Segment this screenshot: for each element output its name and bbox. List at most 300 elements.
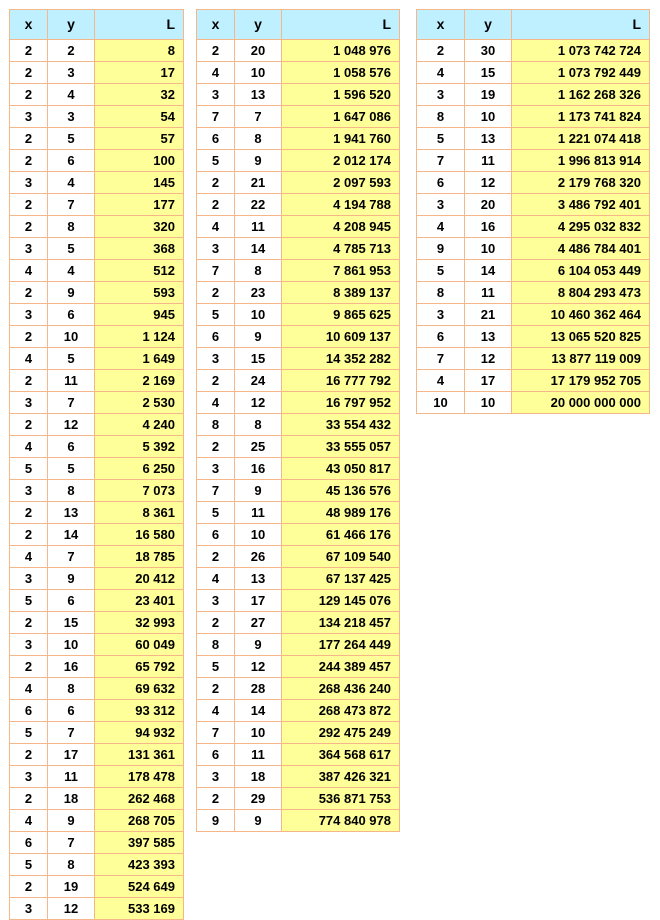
y-cell: 9 <box>235 480 282 502</box>
table-row <box>10 612 184 634</box>
l-cell: 67 109 540 <box>282 546 400 568</box>
table-row <box>417 216 650 238</box>
l-cell: 1 596 520 <box>282 84 400 106</box>
header-row <box>10 10 184 40</box>
y-cell: 5 <box>48 128 95 150</box>
l-cell: 33 555 057 <box>282 436 400 458</box>
table-row <box>10 568 184 590</box>
table-row <box>197 172 400 194</box>
y-cell: 28 <box>235 678 282 700</box>
table-row <box>10 40 184 62</box>
table-row <box>197 414 400 436</box>
l-cell: 1 996 813 914 <box>512 150 650 172</box>
y-cell: 25 <box>235 436 282 458</box>
l-cell: 16 777 792 <box>282 370 400 392</box>
y-cell: 12 <box>48 898 95 920</box>
table-row <box>197 326 400 348</box>
l-cell: 1 173 741 824 <box>512 106 650 128</box>
x-cell: 4 <box>10 260 48 282</box>
x-cell: 9 <box>417 238 465 260</box>
x-cell: 3 <box>10 634 48 656</box>
y-cell: 17 <box>48 744 95 766</box>
x-cell: 2 <box>197 678 235 700</box>
l-cell: 945 <box>95 304 184 326</box>
y-cell: 7 <box>48 546 95 568</box>
table-row <box>197 480 400 502</box>
l-cell: 10 460 362 464 <box>512 304 650 326</box>
table-row <box>10 722 184 744</box>
table-row <box>10 348 184 370</box>
y-cell: 7 <box>48 392 95 414</box>
x-cell: 2 <box>197 612 235 634</box>
x-cell: 4 <box>10 348 48 370</box>
l-cell: 1 647 086 <box>282 106 400 128</box>
y-cell: 14 <box>235 238 282 260</box>
y-cell: 11 <box>48 766 95 788</box>
table-row <box>197 370 400 392</box>
y-cell: 9 <box>235 150 282 172</box>
x-cell: 4 <box>417 62 465 84</box>
x-cell: 2 <box>197 194 235 216</box>
table-row <box>197 744 400 766</box>
l-cell: 2 097 593 <box>282 172 400 194</box>
l-cell: 10 609 137 <box>282 326 400 348</box>
y-cell: 5 <box>48 238 95 260</box>
table-row <box>197 612 400 634</box>
table-row <box>10 480 184 502</box>
l-cell: 1 221 074 418 <box>512 128 650 150</box>
x-cell: 2 <box>10 40 48 62</box>
l-cell: 16 580 <box>95 524 184 546</box>
x-cell: 4 <box>197 700 235 722</box>
table-row <box>417 62 650 84</box>
l-cell: 1 162 268 326 <box>512 84 650 106</box>
l-cell: 20 000 000 000 <box>512 392 650 414</box>
l-cell: 131 361 <box>95 744 184 766</box>
table-row <box>417 348 650 370</box>
l-cell: 6 250 <box>95 458 184 480</box>
table-row <box>10 304 184 326</box>
y-cell: 7 <box>48 722 95 744</box>
l-cell: 54 <box>95 106 184 128</box>
table-row <box>197 216 400 238</box>
y-cell: 13 <box>235 568 282 590</box>
x-cell: 2 <box>197 546 235 568</box>
table-row <box>10 744 184 766</box>
x-cell: 2 <box>10 414 48 436</box>
header-row <box>417 10 650 40</box>
l-cell: 1 058 576 <box>282 62 400 84</box>
x-cell: 2 <box>10 282 48 304</box>
table-row <box>197 106 400 128</box>
x-cell: 2 <box>10 788 48 810</box>
table-row <box>417 84 650 106</box>
l-cell: 33 554 432 <box>282 414 400 436</box>
table-row <box>197 458 400 480</box>
y-cell: 6 <box>48 304 95 326</box>
x-cell: 5 <box>197 304 235 326</box>
y-cell: 16 <box>48 656 95 678</box>
y-cell: 11 <box>235 216 282 238</box>
table-row <box>10 392 184 414</box>
l-cell: 4 208 945 <box>282 216 400 238</box>
x-cell: 2 <box>10 744 48 766</box>
x-cell: 4 <box>197 216 235 238</box>
table-row <box>10 172 184 194</box>
table-row <box>197 84 400 106</box>
table-row <box>10 524 184 546</box>
y-cell: 16 <box>465 216 512 238</box>
l-cell: 4 785 713 <box>282 238 400 260</box>
x-cell: 8 <box>197 634 235 656</box>
l-cell: 4 194 788 <box>282 194 400 216</box>
table-row <box>10 150 184 172</box>
table-row <box>417 370 650 392</box>
y-cell: 13 <box>465 326 512 348</box>
table-row <box>10 282 184 304</box>
l-cell: 8 389 137 <box>282 282 400 304</box>
y-cell: 9 <box>48 810 95 832</box>
x-cell: 2 <box>10 326 48 348</box>
x-cell: 2 <box>10 128 48 150</box>
table-row <box>10 216 184 238</box>
l-cell: 1 124 <box>95 326 184 348</box>
table-row <box>197 568 400 590</box>
y-cell: 5 <box>48 458 95 480</box>
table-row <box>197 634 400 656</box>
table-row <box>417 326 650 348</box>
y-cell: 4 <box>48 260 95 282</box>
x-cell: 2 <box>10 370 48 392</box>
l-cell: 67 137 425 <box>282 568 400 590</box>
y-cell: 10 <box>48 326 95 348</box>
table-row <box>417 128 650 150</box>
table-row <box>417 260 650 282</box>
x-cell: 7 <box>417 150 465 172</box>
y-cell: 18 <box>235 766 282 788</box>
l-cell: 6 104 053 449 <box>512 260 650 282</box>
y-cell: 6 <box>48 700 95 722</box>
table-row <box>197 150 400 172</box>
l-column-header: L <box>95 10 184 40</box>
x-cell: 7 <box>417 348 465 370</box>
y-cell: 8 <box>48 854 95 876</box>
y-cell: 12 <box>235 392 282 414</box>
table-row <box>10 128 184 150</box>
x-cell: 7 <box>197 260 235 282</box>
x-cell: 6 <box>417 326 465 348</box>
table-row <box>417 172 650 194</box>
x-cell: 2 <box>10 194 48 216</box>
table-row <box>10 238 184 260</box>
y-cell: 6 <box>48 150 95 172</box>
x-cell: 2 <box>197 40 235 62</box>
y-cell: 7 <box>48 832 95 854</box>
y-cell: 9 <box>235 634 282 656</box>
x-cell: 2 <box>197 370 235 392</box>
y-cell: 9 <box>235 326 282 348</box>
table-row <box>10 370 184 392</box>
x-cell: 5 <box>197 656 235 678</box>
y-cell: 7 <box>235 106 282 128</box>
l-cell: 423 393 <box>95 854 184 876</box>
table-row <box>10 458 184 480</box>
table-row <box>10 436 184 458</box>
y-cell: 4 <box>48 172 95 194</box>
y-cell: 3 <box>48 106 95 128</box>
y-cell: 20 <box>465 194 512 216</box>
x-cell: 4 <box>417 216 465 238</box>
l-cell: 8 804 293 473 <box>512 282 650 304</box>
y-cell: 10 <box>235 304 282 326</box>
table-row <box>197 656 400 678</box>
x-cell: 4 <box>10 436 48 458</box>
l-cell: 65 792 <box>95 656 184 678</box>
table-row <box>197 128 400 150</box>
x-cell: 2 <box>10 62 48 84</box>
x-cell: 3 <box>10 238 48 260</box>
l-column-header: L <box>282 10 400 40</box>
y-cell: 10 <box>465 106 512 128</box>
l-cell: 244 389 457 <box>282 656 400 678</box>
l-cell: 8 <box>95 40 184 62</box>
table-row <box>197 788 400 810</box>
table-row <box>10 260 184 282</box>
table-row <box>417 194 650 216</box>
x-cell: 2 <box>197 436 235 458</box>
y-cell: 10 <box>235 524 282 546</box>
x-cell: 2 <box>10 524 48 546</box>
x-cell: 5 <box>10 854 48 876</box>
x-cell: 3 <box>10 106 48 128</box>
l-cell: 320 <box>95 216 184 238</box>
l-cell: 2 530 <box>95 392 184 414</box>
table-row <box>417 282 650 304</box>
y-cell: 10 <box>235 722 282 744</box>
y-cell: 9 <box>48 282 95 304</box>
y-cell: 12 <box>465 348 512 370</box>
x-cell: 8 <box>197 414 235 436</box>
table-row <box>10 590 184 612</box>
x-column-header: x <box>417 10 465 40</box>
y-cell: 26 <box>235 546 282 568</box>
l-cell: 178 478 <box>95 766 184 788</box>
l-cell: 512 <box>95 260 184 282</box>
table-row <box>197 700 400 722</box>
y-cell: 3 <box>48 62 95 84</box>
x-cell: 6 <box>197 744 235 766</box>
y-cell: 30 <box>465 40 512 62</box>
table-row <box>10 414 184 436</box>
l-cell: 177 <box>95 194 184 216</box>
l-cell: 57 <box>95 128 184 150</box>
y-cell: 20 <box>235 40 282 62</box>
l-cell: 7 861 953 <box>282 260 400 282</box>
table-row <box>10 788 184 810</box>
l-cell: 524 649 <box>95 876 184 898</box>
table-row <box>197 282 400 304</box>
table-row <box>10 810 184 832</box>
x-cell: 3 <box>417 304 465 326</box>
l-cell: 134 218 457 <box>282 612 400 634</box>
table-row <box>10 84 184 106</box>
table-row <box>197 40 400 62</box>
x-column-header: x <box>10 10 48 40</box>
y-cell: 19 <box>48 876 95 898</box>
y-cell: 15 <box>235 348 282 370</box>
table-row <box>197 766 400 788</box>
y-cell: 10 <box>465 238 512 260</box>
x-cell: 2 <box>197 788 235 810</box>
l-cell: 9 865 625 <box>282 304 400 326</box>
x-cell: 3 <box>197 766 235 788</box>
y-cell: 10 <box>48 634 95 656</box>
table-row <box>197 392 400 414</box>
table-row <box>417 106 650 128</box>
x-cell: 3 <box>10 568 48 590</box>
y-cell: 4 <box>48 84 95 106</box>
l-cell: 17 179 952 705 <box>512 370 650 392</box>
l-column-header: L <box>512 10 650 40</box>
y-cell: 10 <box>235 62 282 84</box>
y-cell: 27 <box>235 612 282 634</box>
y-cell: 15 <box>48 612 95 634</box>
l-cell: 364 568 617 <box>282 744 400 766</box>
table-row <box>197 194 400 216</box>
l-cell: 2 179 768 320 <box>512 172 650 194</box>
l-cell: 268 436 240 <box>282 678 400 700</box>
y-cell: 5 <box>48 348 95 370</box>
table-row <box>10 854 184 876</box>
y-cell: 11 <box>465 150 512 172</box>
x-cell: 3 <box>197 238 235 260</box>
l-cell: 268 473 872 <box>282 700 400 722</box>
l-cell: 1 073 742 724 <box>512 40 650 62</box>
x-cell: 3 <box>197 348 235 370</box>
x-cell: 3 <box>10 172 48 194</box>
x-cell: 5 <box>197 502 235 524</box>
table-row <box>417 392 650 414</box>
y-cell: 8 <box>235 414 282 436</box>
l-cell: 45 136 576 <box>282 480 400 502</box>
table-row <box>197 304 400 326</box>
y-column-header: y <box>465 10 512 40</box>
l-cell: 93 312 <box>95 700 184 722</box>
table-row <box>197 810 400 832</box>
l-cell: 129 145 076 <box>282 590 400 612</box>
x-cell: 6 <box>10 700 48 722</box>
x-cell: 3 <box>417 84 465 106</box>
l-cell: 94 932 <box>95 722 184 744</box>
table-row <box>10 106 184 128</box>
x-cell: 6 <box>197 326 235 348</box>
x-cell: 3 <box>197 458 235 480</box>
l-cell: 368 <box>95 238 184 260</box>
y-cell: 21 <box>465 304 512 326</box>
y-cell: 21 <box>235 172 282 194</box>
x-column-header: x <box>197 10 235 40</box>
x-cell: 2 <box>10 216 48 238</box>
x-cell: 3 <box>417 194 465 216</box>
l-cell: 60 049 <box>95 634 184 656</box>
l-cell: 292 475 249 <box>282 722 400 744</box>
number-table-2 <box>196 9 400 832</box>
l-cell: 100 <box>95 150 184 172</box>
table-row <box>197 546 400 568</box>
table-row <box>10 700 184 722</box>
y-cell: 18 <box>48 788 95 810</box>
x-cell: 4 <box>10 678 48 700</box>
l-cell: 16 797 952 <box>282 392 400 414</box>
l-cell: 3 486 792 401 <box>512 194 650 216</box>
y-cell: 17 <box>235 590 282 612</box>
l-cell: 145 <box>95 172 184 194</box>
x-cell: 6 <box>197 128 235 150</box>
y-cell: 15 <box>465 62 512 84</box>
l-cell: 177 264 449 <box>282 634 400 656</box>
l-cell: 61 466 176 <box>282 524 400 546</box>
x-cell: 2 <box>417 40 465 62</box>
table-row <box>10 656 184 678</box>
table-row <box>10 634 184 656</box>
y-cell: 9 <box>48 568 95 590</box>
l-cell: 536 871 753 <box>282 788 400 810</box>
x-cell: 3 <box>10 392 48 414</box>
y-cell: 16 <box>235 458 282 480</box>
l-cell: 774 840 978 <box>282 810 400 832</box>
table-row <box>10 194 184 216</box>
y-cell: 9 <box>235 810 282 832</box>
table-row <box>10 766 184 788</box>
y-cell: 8 <box>235 128 282 150</box>
l-cell: 20 412 <box>95 568 184 590</box>
l-cell: 69 632 <box>95 678 184 700</box>
l-cell: 32 993 <box>95 612 184 634</box>
number-table-1 <box>9 9 184 920</box>
y-cell: 11 <box>235 744 282 766</box>
y-cell: 11 <box>48 370 95 392</box>
y-cell: 13 <box>48 502 95 524</box>
l-cell: 18 785 <box>95 546 184 568</box>
y-cell: 8 <box>48 678 95 700</box>
table-row <box>197 678 400 700</box>
l-cell: 14 352 282 <box>282 348 400 370</box>
table-row <box>10 832 184 854</box>
x-cell: 3 <box>10 898 48 920</box>
l-cell: 8 361 <box>95 502 184 524</box>
table-row <box>197 62 400 84</box>
x-cell: 7 <box>197 106 235 128</box>
l-cell: 13 877 119 009 <box>512 348 650 370</box>
y-cell: 8 <box>48 216 95 238</box>
x-cell: 5 <box>10 722 48 744</box>
table-row <box>10 546 184 568</box>
x-cell: 2 <box>197 172 235 194</box>
table-row <box>197 524 400 546</box>
x-cell: 3 <box>10 304 48 326</box>
y-cell: 24 <box>235 370 282 392</box>
y-cell: 22 <box>235 194 282 216</box>
y-cell: 14 <box>235 700 282 722</box>
table-row <box>197 502 400 524</box>
x-cell: 10 <box>417 392 465 414</box>
y-cell: 7 <box>48 194 95 216</box>
x-cell: 6 <box>197 524 235 546</box>
y-cell: 14 <box>48 524 95 546</box>
y-cell: 12 <box>465 172 512 194</box>
y-cell: 29 <box>235 788 282 810</box>
table-row <box>417 304 650 326</box>
